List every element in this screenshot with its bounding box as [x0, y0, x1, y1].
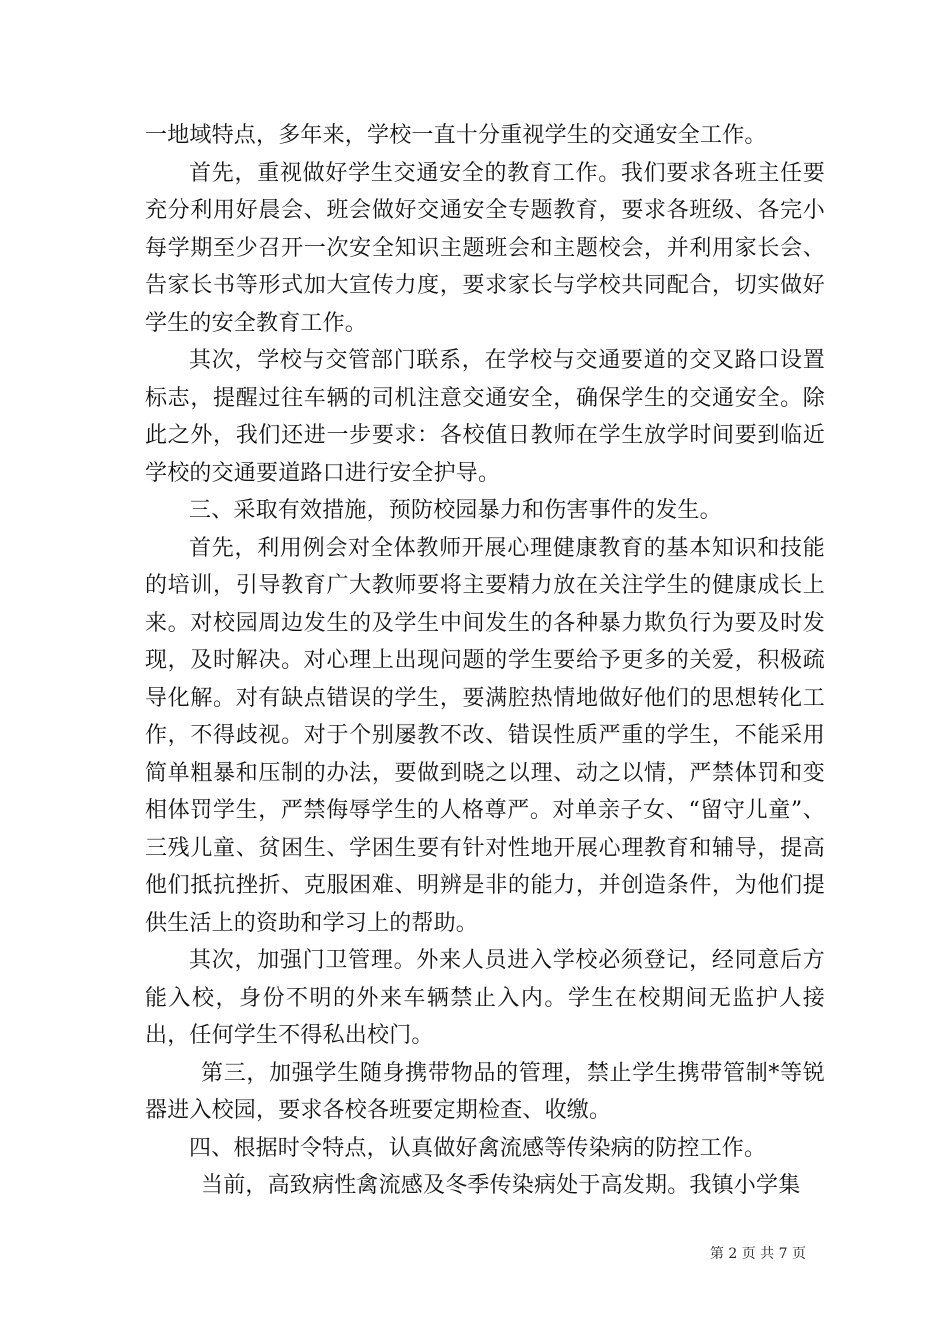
- paragraph-6: 其次，加强门卫管理。外来人员进入学校必须登记，经同意后方能入校，身份不明的外来车辆禁止入内。学生在校期间无监护人接出，任何学生不得私出校门。: [145, 948, 825, 1048]
- section-heading-3: 三、采取有效措施，预防校园暴力和伤害事件的发生。: [189, 498, 722, 523]
- paragraph-3: 其次，学校与交管部门联系，在学校与交通要道的交叉路口设置标志，提醒过往车辆的司机注意交通安全，确保学生的交通安全。除此之外，我们还进一步要求：各校值日教师在学生放学时间要到临近学校的交通要道路口进行安全护导。: [145, 348, 825, 486]
- paragraph-2: 首先，重视做好学生交通安全的教育工作。我们要求各班主任要充分利用好晨会、班会做好交通安全专题教育，要求各班级、各完小每学期至少召开一次安全知识主题班会和主题校会，并利用家长会、告家长书等形式加大宣传力度，要求家长与学校共同配合，切实做好学生的安全教育工作。: [145, 160, 825, 336]
- section-heading-4: 四、根据时令特点，认真做好禽流感等传染病的防控工作。: [189, 1135, 767, 1161]
- paragraph-5: 首先，利用例会对全体教师开展心理健康教育的基本知识和技能的培训，引导教育广大教师要将主要精力放在关注学生的健康成长上来。对校园周边发生的及学生中间发生的各种暴力欺负行为要及时发现，及时解决。对心理上出现问题的学生要给予更多的关爱，积极疏导化解。对有缺点错误的学生，要满腔热情地做好他们的思想转化工作，不得歧视。对于个别屡教不改、错误性质严重的学生，不能采用简单粗暴和压制的办法，要做到晓之以理、动之以情，严禁体罚和变相体罚学生，严禁侮辱学生的人格尊严。对单亲子女、“留守儿童”、三残儿童、贫困生、学困生要有针对性地开展心理教育和辅导，提高他们抵抗挫折、克服困难、明辨是非的能力，并创造条件，为他们提供生活上的资助和学习上的帮助。: [145, 535, 825, 936]
- paragraph-1: 一地域特点，多年来，学校一直十分重视学生的交通安全工作。: [145, 123, 767, 148]
- document-body: [145, 117, 825, 1205]
- page-number: 第 2 页 共 7 页: [709, 1246, 806, 1262]
- page-footer: [0, 1243, 950, 1263]
- paragraph-9: 当前，高致病性禽流感及冬季传染病处于高发期。我镇小学集: [201, 1173, 801, 1198]
- paragraph-7: 第三，加强学生随身携带物品的管理，禁止学生携带管制*等锐器进入校园，要求各校各班要定期检查、收缴。: [145, 1060, 825, 1123]
